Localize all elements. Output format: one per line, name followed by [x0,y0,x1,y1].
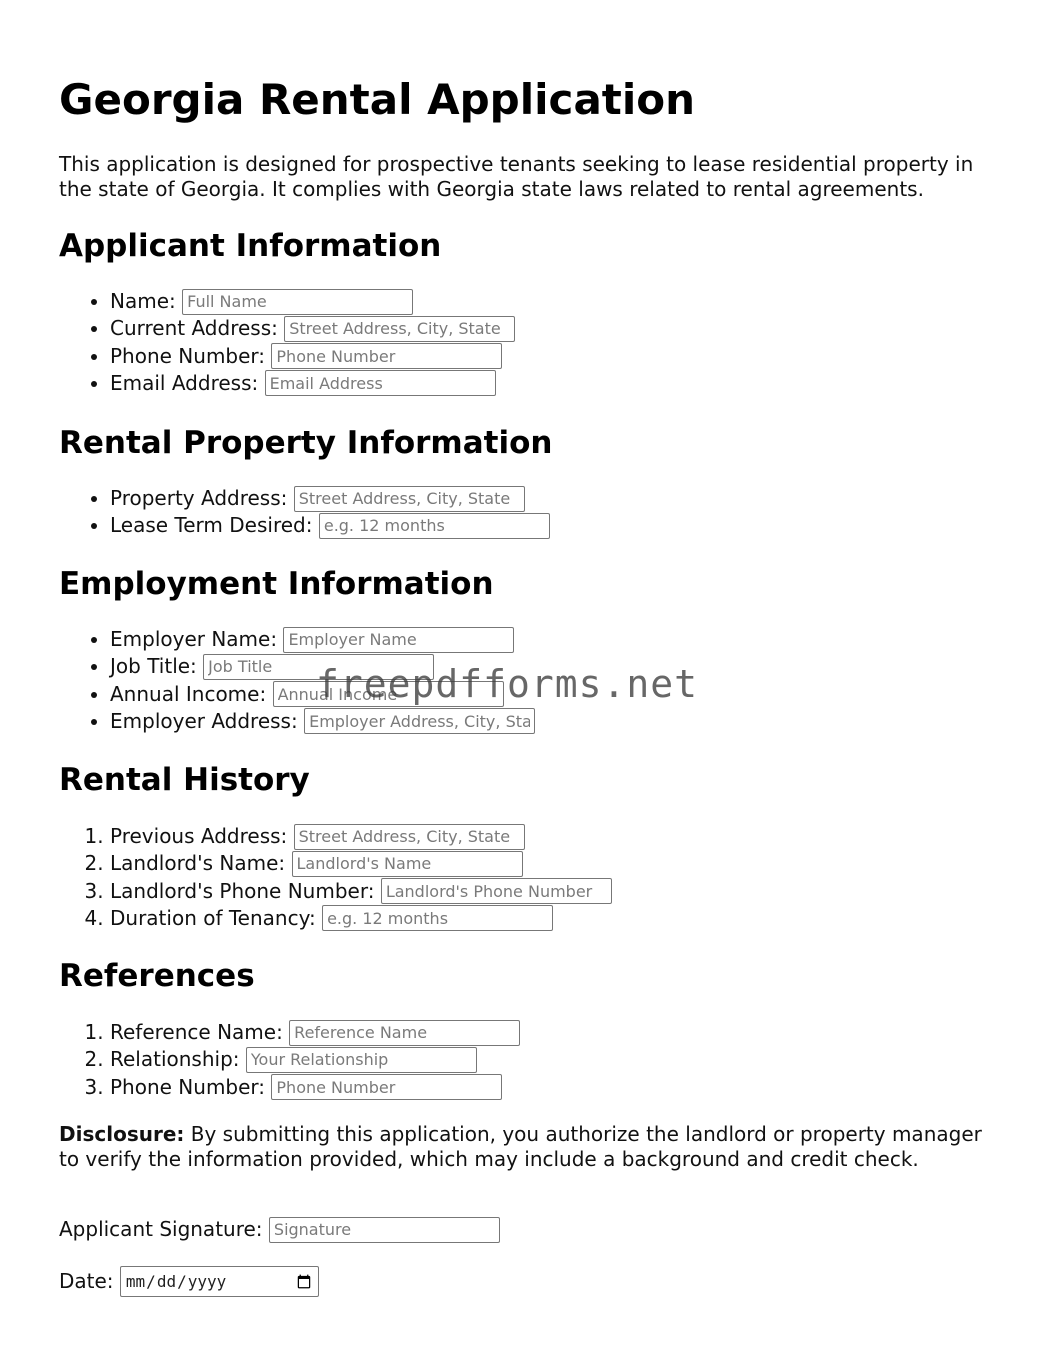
list-item [110,905,612,932]
landlord-name-label: Landlord's Name: [110,851,286,876]
lease-term-input[interactable] [319,513,550,539]
lease-term-label: Lease Term Desired: [110,513,313,538]
rental-history-heading: Rental History [59,762,310,798]
landlord-phone-label: Landlord's Phone Number: [110,878,375,903]
references-list [59,1019,520,1101]
list-item [110,823,612,850]
list-item [110,878,612,905]
reference-name-input[interactable] [289,1020,520,1046]
job-title-label: Job Title: [110,654,197,679]
relationship-input[interactable] [246,1047,477,1073]
list-item [110,370,515,397]
previous-address-label: Previous Address: [110,824,288,848]
applicant-list [59,288,515,397]
property-heading: Rental Property Information [59,425,553,461]
list-item [110,512,550,539]
page-title: Georgia Rental Application [59,75,696,124]
tenancy-duration-input[interactable] [322,905,553,931]
job-title-input[interactable] [203,654,434,680]
date-row [59,1266,319,1297]
list-item [110,343,515,370]
disclosure-label: Disclosure: [59,1122,185,1146]
name-input[interactable] [182,289,413,315]
reference-phone-input[interactable] [271,1074,502,1100]
reference-name-label: Reference Name: [110,1020,283,1044]
phone-label: Phone Number: [110,343,266,368]
list-item [110,1074,520,1101]
employer-name-input[interactable] [283,627,514,653]
signature-label: Applicant Signature: [59,1217,263,1241]
list-item [110,850,612,877]
employment-list [59,626,535,735]
list-item [110,288,515,315]
list-item [110,1046,520,1073]
applicant-heading: Applicant Information [59,228,442,264]
property-address-label: Property Address: [110,486,288,510]
rental-history-list [59,823,612,932]
employer-name-label: Employer Name: [110,627,278,651]
date-label: Date: [59,1269,114,1293]
property-address-input[interactable] [294,486,525,512]
signature-input[interactable] [269,1217,500,1243]
list-item [110,315,515,342]
references-heading: References [59,958,255,994]
intro-text: This application is designed for prospective tenants seeking to lease residential property in the state of Georgia. It complies with Georgia state laws related to rental agreements. [59,152,974,201]
list-item [110,653,535,680]
disclosure-paragraph [59,1122,994,1172]
previous-address-input[interactable] [294,824,525,850]
employer-address-input[interactable] [304,708,535,734]
phone-input[interactable] [271,343,502,369]
current-address-input[interactable] [284,316,515,342]
disclosure-text: By submitting this application, you authorize the landlord or property manager to verify the information provided, which may include a background and credit check. [59,1122,982,1171]
list-item [110,626,535,653]
annual-income-label: Annual Income: [110,681,267,706]
tenancy-duration-label: Duration of Tenancy: [110,905,316,930]
property-list [59,485,550,540]
list-item [110,681,535,708]
list-item [110,708,535,735]
employer-address-label: Employer Address: [110,708,298,733]
landlord-name-input[interactable] [292,851,523,877]
current-address-label: Current Address: [110,316,278,341]
email-input[interactable] [265,370,496,396]
list-item [110,485,550,512]
relationship-label: Relationship: [110,1047,240,1072]
employment-heading: Employment Information [59,566,494,602]
signature-row [59,1216,500,1243]
email-label: Email Address: [110,370,259,395]
list-item [110,1019,520,1046]
watermark: freepdfforms.net [316,662,699,706]
reference-phone-label: Phone Number: [110,1074,266,1099]
name-label: Name: [110,289,176,313]
date-input[interactable] [120,1266,319,1297]
landlord-phone-input[interactable] [381,878,612,904]
annual-income-input[interactable] [273,681,504,707]
